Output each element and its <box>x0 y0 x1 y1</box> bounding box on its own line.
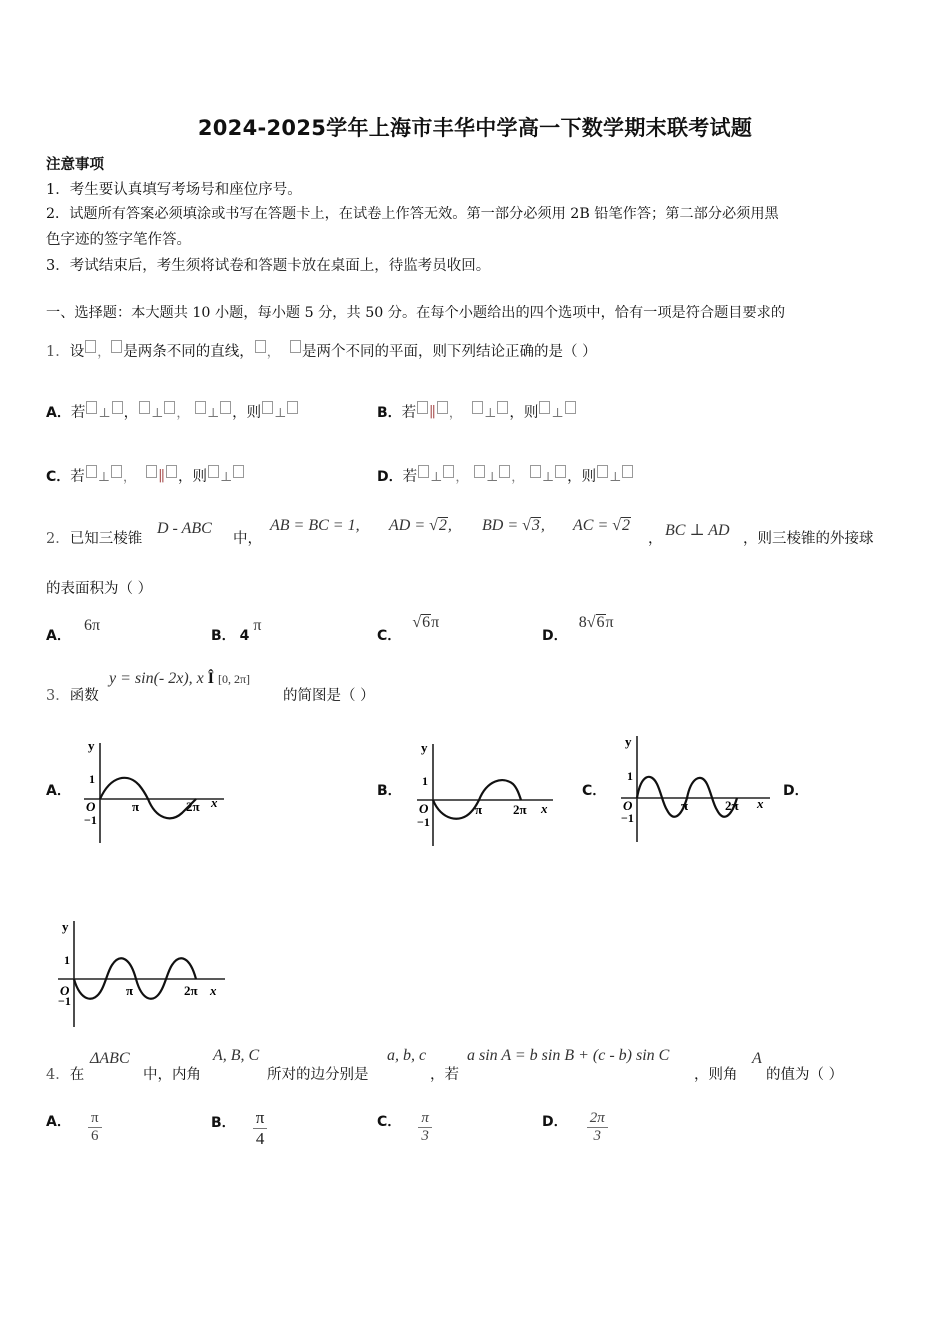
option-label: A． <box>46 1114 71 1130</box>
missing-glyph-icon <box>555 465 566 478</box>
missing-glyph-icon <box>290 340 301 353</box>
q2-text: 中， <box>233 531 262 547</box>
q1-text: ，则 <box>232 405 262 421</box>
pi-symbol: π <box>431 614 440 631</box>
missing-glyph-icon <box>111 465 122 478</box>
option-label: B． <box>211 1115 236 1131</box>
pi-symbol: π <box>253 617 262 634</box>
q1-sep: ， <box>448 406 462 421</box>
question-number: 3． <box>46 688 70 704</box>
q1-text: 若 <box>402 469 418 485</box>
expr-lhs: AC = <box>573 517 609 534</box>
q1-sep: ， <box>266 345 280 360</box>
q4-text: 中，内角 <box>143 1067 201 1083</box>
q2-ad-expr: AD = √2, <box>389 517 452 534</box>
pi-symbol: π <box>605 614 614 631</box>
q2-option-a[interactable] <box>46 615 101 644</box>
q4-option-a[interactable] <box>46 1110 102 1145</box>
q3-function-expr <box>109 670 250 688</box>
missing-glyph-icon <box>262 401 273 414</box>
q1-option-c[interactable] <box>46 465 245 486</box>
option-label: B． <box>377 405 402 421</box>
q4-option-d[interactable] <box>542 1110 608 1145</box>
perp-symbol: ⊥ <box>97 470 111 485</box>
missing-glyph-icon <box>597 465 608 478</box>
fraction-numerator: π <box>88 1110 102 1128</box>
tick-pi: π <box>475 802 483 817</box>
missing-glyph-icon <box>497 401 508 414</box>
missing-glyph-icon <box>85 340 96 353</box>
missing-glyph-icon <box>472 401 483 414</box>
tick-pi: π <box>132 799 140 814</box>
missing-glyph-icon <box>86 401 97 414</box>
q1-text: ，则 <box>509 405 539 421</box>
missing-glyph-icon <box>499 465 510 478</box>
question-number: 1． <box>46 344 70 360</box>
q1-option-a[interactable] <box>46 401 299 422</box>
q1-text: 若 <box>70 405 86 421</box>
missing-glyph-icon <box>139 401 150 414</box>
option-value: 6π <box>83 617 101 634</box>
missing-glyph-icon <box>146 465 157 478</box>
q1-option-d[interactable] <box>377 465 634 486</box>
q4-option-c[interactable] <box>377 1110 432 1145</box>
q3-option-b-label[interactable]: B． <box>377 783 402 799</box>
question-4-stem-start <box>46 1063 84 1084</box>
origin-label: O <box>419 801 429 816</box>
curve <box>100 778 196 818</box>
perp-symbol: ⊥ <box>151 406 164 421</box>
graph-c[interactable] <box>615 730 775 845</box>
origin-label: O <box>86 799 96 814</box>
q1-text: ，则 <box>177 469 207 485</box>
notice-item-2-cont: 色字迹的签字笔作答。 <box>46 232 191 248</box>
q4-triangle-expr: ΔABC <box>90 1050 130 1067</box>
q2-ac-expr: AC = √2 <box>573 517 631 534</box>
x-axis-label: x <box>541 801 548 816</box>
q1-text: 若 <box>401 405 417 421</box>
missing-glyph-icon <box>111 340 122 353</box>
q3-option-d-label[interactable]: D． <box>783 783 809 799</box>
q4-text: 的值为（ ） <box>766 1067 844 1083</box>
graph-a[interactable] <box>76 735 226 845</box>
origin-label: O <box>623 798 633 813</box>
q2-option-b[interactable] <box>211 615 262 644</box>
missing-glyph-icon <box>220 401 231 414</box>
fraction-numerator: π <box>253 1108 268 1129</box>
missing-glyph-icon <box>418 465 429 478</box>
function-expr: y = sin(- 2x), x <box>109 670 204 687</box>
graph-b[interactable] <box>405 738 555 848</box>
tick-one: 1 <box>627 769 633 783</box>
sqrt-radicand: 6 <box>596 614 605 631</box>
q1-sep: ， <box>511 470 525 485</box>
missing-glyph-icon <box>530 465 541 478</box>
missing-glyph-icon <box>86 465 97 478</box>
expr-lhs: BD = <box>482 517 519 534</box>
q2-option-c[interactable]: C． √6π <box>377 614 440 644</box>
missing-glyph-icon <box>622 465 633 478</box>
q2-bd-expr: BD = √3, <box>482 517 545 534</box>
option-value: 4 <box>239 628 250 644</box>
q2-text: 已知三棱锥 <box>69 531 143 547</box>
option-label: D． <box>542 628 568 644</box>
perp-symbol: ⊥ <box>485 470 499 485</box>
q4-text: ，则角 <box>694 1067 738 1083</box>
option-label: C． <box>46 469 71 485</box>
section-heading: 一、选择题：本大题共 10 小题，每小题 5 分，共 50 分。在每个小题给出的四个选项中，恰有一项是符合题目要求的 <box>46 305 786 321</box>
option-label: D． <box>377 469 403 485</box>
fraction-numerator: 2π <box>587 1110 608 1128</box>
question-1-stem <box>46 340 597 361</box>
q1-sep: ， <box>455 470 469 485</box>
missing-glyph-icon <box>112 401 123 414</box>
missing-glyph-icon <box>166 465 177 478</box>
option-label: A． <box>46 628 71 644</box>
q3-option-c-label[interactable]: C． <box>582 783 607 799</box>
q1-text: 是两个不同的平面，则下列结论正确的是（ ） <box>301 344 597 360</box>
missing-glyph-icon <box>474 465 485 478</box>
missing-glyph-icon <box>255 340 266 353</box>
perp-symbol: ⊥ <box>98 406 111 421</box>
fraction-denominator: 3 <box>593 1128 601 1144</box>
q1-text: 若 <box>70 469 85 485</box>
notice-heading: 注意事项 <box>46 156 104 173</box>
q4-angle-a-expr: A <box>752 1050 762 1067</box>
q2-option-d[interactable]: D． 8√6π <box>542 614 614 644</box>
tick-one: 1 <box>89 772 95 786</box>
page-title: 2024-2025学年上海市丰华中学高一下数学期末联考试题 <box>197 116 753 140</box>
missing-glyph-icon <box>443 465 454 478</box>
expr-lhs: AD = <box>389 517 426 534</box>
q1-sep: ， <box>176 406 190 421</box>
tick-neg-one: −1 <box>84 813 97 827</box>
q1-option-b[interactable] <box>377 401 577 422</box>
q1-text: ，则 <box>567 469 597 485</box>
tick-pi: π <box>681 798 689 813</box>
q1-sep: ， <box>123 470 137 485</box>
missing-glyph-icon <box>417 401 428 414</box>
perp-symbol: ⊥ <box>430 470 443 485</box>
q2-text-cont: 的表面积为（ ） <box>46 581 153 597</box>
missing-glyph-icon <box>164 401 175 414</box>
tick-one: 1 <box>422 774 428 788</box>
q3-option-a-label[interactable]: A． <box>46 783 71 799</box>
q4-text: ，若 <box>430 1067 459 1083</box>
tick-2pi: 2π <box>725 798 739 813</box>
notice-item-1: 1．考生要认真填写考场号和座位序号。 <box>46 182 302 198</box>
missing-glyph-icon <box>195 401 206 414</box>
perp-symbol: ⊥ <box>609 470 622 485</box>
x-axis-label: x <box>210 983 217 998</box>
question-number: 4． <box>46 1067 70 1083</box>
tick-one: 1 <box>64 953 70 967</box>
tick-pi: π <box>126 983 134 998</box>
parallel-symbol: ∥ <box>429 405 436 421</box>
missing-glyph-icon <box>208 465 219 478</box>
perp-symbol: ⊥ <box>541 470 555 485</box>
q2-ab-expr: AB = BC = 1, <box>270 517 360 534</box>
option-label: D． <box>542 1114 568 1130</box>
domain-expr: [0, 2π] <box>218 672 251 686</box>
option-label: C． <box>377 628 402 644</box>
option-label: A． <box>46 405 71 421</box>
fraction-numerator: π <box>418 1110 432 1128</box>
x-axis-label: x <box>757 796 764 811</box>
y-axis-label: y <box>625 734 632 749</box>
q3-text: 的简图是（ ） <box>283 688 375 704</box>
tick-2pi: 2π <box>186 799 200 814</box>
q4-option-b[interactable] <box>211 1108 267 1149</box>
origin-label: O <box>60 983 70 998</box>
tick-neg-one: −1 <box>621 811 634 825</box>
q3-text: 函数 <box>69 688 99 704</box>
fraction-denominator: 3 <box>421 1128 429 1144</box>
q4-text: 在 <box>69 1067 85 1083</box>
perp-symbol: ⊥ <box>274 406 287 421</box>
notice-item-3: 3．考试结束后，考生须将试卷和答题卡放在桌面上，待监考员收回。 <box>46 258 491 274</box>
y-axis-label: y <box>62 919 69 934</box>
q4-text: 所对的边分别是 <box>267 1067 369 1083</box>
sqrt-radicand: 3 <box>531 517 540 534</box>
y-axis-label: y <box>88 738 95 753</box>
fraction-denominator: 4 <box>255 1129 265 1148</box>
in-symbol: Î <box>207 670 214 687</box>
tick-2pi: 2π <box>184 983 198 998</box>
question-number: 2． <box>46 531 70 547</box>
q4-sides-expr: a, b, c <box>387 1047 427 1064</box>
perp-symbol: ⊥ <box>206 406 220 421</box>
parallel-symbol: ∥ <box>158 469 165 485</box>
sqrt-radicand: 6 <box>422 614 431 631</box>
perp-symbol: ⊥ <box>551 406 564 421</box>
graph-d[interactable] <box>50 915 230 1030</box>
question-2-stem-start <box>46 527 142 548</box>
missing-glyph-icon <box>437 401 448 414</box>
option-label: B． <box>211 628 236 644</box>
q2-pyramid-expr: D - ABC <box>157 520 212 537</box>
x-axis-label: x <box>211 795 218 810</box>
tick-neg-one: −1 <box>58 994 71 1008</box>
missing-glyph-icon <box>565 401 576 414</box>
missing-glyph-icon <box>539 401 550 414</box>
perp-symbol: ⊥ <box>484 406 497 421</box>
sqrt-radicand: 2 <box>438 517 447 534</box>
q4-equation-expr: a sin A = b sin B + (c - b) sin C <box>467 1047 670 1064</box>
q2-perp-expr: BC ⊥ AD <box>665 522 730 539</box>
coefficient: 8 <box>578 614 587 631</box>
missing-glyph-icon <box>287 401 298 414</box>
missing-glyph-icon <box>233 465 244 478</box>
q1-text: ， <box>123 405 139 421</box>
y-axis-label: y <box>421 740 428 755</box>
question-3-stem-start <box>46 684 99 705</box>
tick-neg-one: −1 <box>417 815 430 829</box>
q2-text: ，则三棱锥的外接球 <box>743 531 874 547</box>
option-label: C． <box>377 1114 402 1130</box>
sqrt-radicand: 2 <box>622 517 631 534</box>
q1-text: 是两条不同的直线， <box>123 344 254 360</box>
fraction-denominator: 6 <box>90 1128 99 1144</box>
q1-sep: ， <box>97 345 111 360</box>
notice-item-2: 2．试题所有答案必须填涂或书写在答题卡上，在试卷上作答无效。第一部分必须用 2B 铅笔作答；第二部分必须用黑 <box>46 206 779 222</box>
tick-2pi: 2π <box>513 802 527 817</box>
q1-text: 设 <box>69 344 85 360</box>
q4-angles-expr: A, B, C <box>213 1047 260 1064</box>
perp-symbol: ⊥ <box>219 470 233 485</box>
